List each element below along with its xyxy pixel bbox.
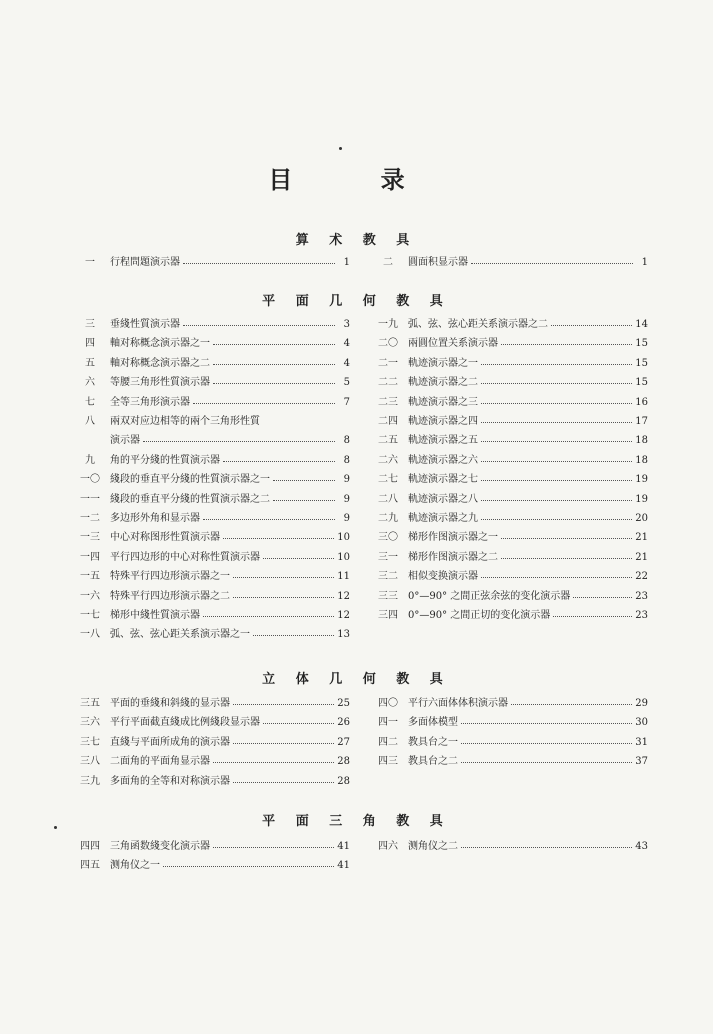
toc-entry-label: 軌迹演示器之三 bbox=[408, 396, 478, 408]
toc-entry bbox=[368, 714, 648, 732]
toc-entry bbox=[368, 734, 648, 752]
toc-dot-leader bbox=[481, 394, 632, 404]
toc-entry-label: 平行四边形的中心对称性質演示器 bbox=[110, 551, 260, 563]
toc-entry-page: 21 bbox=[635, 532, 648, 544]
toc-entry bbox=[70, 588, 350, 606]
toc-entry-label: 軌迹演示器之九 bbox=[408, 513, 478, 524]
toc-entry-number: 一六 bbox=[80, 590, 100, 602]
toc-entry-number: 二七 bbox=[378, 474, 398, 486]
toc-entry-number: 一〇 bbox=[80, 474, 100, 486]
toc-dot-leader bbox=[461, 753, 632, 763]
toc-entry-number: 二一 bbox=[378, 357, 398, 369]
toc-dot-leader bbox=[551, 316, 632, 326]
toc-entry-page: 9 bbox=[343, 474, 350, 486]
toc-entry-page: 15 bbox=[635, 377, 648, 389]
toc-entry-number: 三二 bbox=[378, 571, 398, 583]
toc-entry bbox=[368, 695, 648, 713]
toc-entry-label: 平行平面截直綫成比例綫段显示器 bbox=[110, 717, 260, 729]
toc-entry-number: 二三 bbox=[378, 396, 398, 408]
toc-dot-leader bbox=[461, 838, 632, 848]
toc-entry-number: 一五 bbox=[80, 571, 100, 583]
toc-entry-page: 14 bbox=[635, 319, 648, 330]
toc-entry-number: 一七 bbox=[80, 610, 100, 621]
toc-dot-leader bbox=[263, 549, 334, 559]
toc-entry-number: 三九 bbox=[80, 775, 100, 787]
toc-entry-label: 行程問題演示器 bbox=[110, 257, 180, 268]
toc-dot-leader bbox=[203, 510, 335, 520]
toc-dot-leader bbox=[501, 335, 632, 345]
toc-entry bbox=[70, 510, 350, 528]
toc-entry-number: 三 bbox=[85, 319, 95, 330]
toc-dot-leader bbox=[203, 607, 334, 617]
toc-entry-label: 教具台之一 bbox=[408, 736, 458, 748]
toc-entry-page: 11 bbox=[337, 571, 350, 583]
toc-entry-page: 1 bbox=[343, 257, 350, 268]
toc-dot-leader bbox=[233, 773, 334, 783]
toc-entry-number: 二五 bbox=[378, 435, 398, 447]
toc-entry bbox=[368, 394, 648, 412]
toc-entry bbox=[70, 695, 350, 713]
toc-entry-number: 一八 bbox=[80, 629, 100, 641]
toc-entry-number: 四二 bbox=[378, 736, 398, 748]
toc-entry-page: 18 bbox=[635, 454, 648, 466]
section-heading-solid-geometry: 立 体 几 何 教 具 bbox=[262, 672, 451, 687]
toc-entry bbox=[368, 607, 648, 625]
toc-dot-leader bbox=[183, 254, 335, 264]
toc-entry-page: 8 bbox=[343, 435, 350, 447]
toc-entry-number: 一四 bbox=[80, 551, 100, 563]
toc-entry-page: 16 bbox=[635, 396, 648, 408]
toc-dot-leader bbox=[213, 335, 335, 345]
toc-entry-label: 軌迹演示器之六 bbox=[408, 454, 478, 466]
toc-entry-number: 四一 bbox=[378, 717, 398, 729]
toc-entry-page: 10 bbox=[337, 532, 350, 544]
toc-dot-leader bbox=[213, 838, 334, 848]
toc-entry-label: 多面角的全等和对称演示器 bbox=[110, 775, 230, 787]
toc-entry bbox=[70, 857, 350, 875]
toc-entry bbox=[368, 838, 648, 856]
toc-dot-leader bbox=[481, 432, 632, 442]
toc-dot-leader bbox=[511, 695, 632, 705]
toc-entry-number: 一 bbox=[85, 257, 95, 268]
toc-entry bbox=[70, 432, 350, 450]
toc-entry-page: 21 bbox=[635, 551, 648, 563]
toc-entry-number: 二八 bbox=[378, 493, 398, 505]
toc-entry bbox=[368, 254, 648, 272]
toc-entry-number: 四五 bbox=[80, 860, 100, 872]
toc-entry-page: 31 bbox=[635, 736, 648, 748]
toc-entry-label: 弧、弦、弦心距关系演示器之一 bbox=[110, 629, 250, 641]
toc-entry-page: 1 bbox=[641, 257, 648, 268]
toc-entry-label: 演示器 bbox=[110, 435, 140, 447]
toc-dot-leader bbox=[573, 588, 632, 598]
toc-entry-number: 三六 bbox=[80, 717, 100, 729]
toc-entry-page: 25 bbox=[337, 698, 350, 709]
toc-entry-label: 軌迹演示器之八 bbox=[408, 493, 478, 505]
toc-entry-label: 梯形中綫性質演示器 bbox=[110, 610, 200, 621]
toc-entry-label: 兩双对应边相等的兩个三角形性質 bbox=[110, 416, 260, 427]
toc-entry-number: 一三 bbox=[80, 532, 100, 544]
toc-entry-number: 六 bbox=[85, 377, 95, 389]
toc-entry-number: 二六 bbox=[378, 454, 398, 466]
toc-dot-leader bbox=[213, 355, 335, 365]
toc-entry bbox=[70, 452, 350, 470]
toc-dot-leader bbox=[553, 607, 632, 617]
toc-entry-number: 二四 bbox=[378, 416, 398, 427]
toc-entry-page: 3 bbox=[343, 319, 350, 330]
toc-entry-label: 綫段的垂直平分綫的性質演示器之二 bbox=[110, 493, 270, 505]
toc-dot-leader bbox=[263, 714, 334, 724]
toc-dot-leader bbox=[183, 316, 335, 326]
toc-entry bbox=[368, 753, 648, 771]
toc-entry-page: 27 bbox=[337, 736, 350, 748]
toc-entry-label: 直綫与平面所成角的演示器 bbox=[110, 736, 230, 748]
toc-entry bbox=[70, 491, 350, 509]
toc-entry-page: 9 bbox=[343, 493, 350, 505]
toc-entry-number: 三〇 bbox=[378, 532, 398, 544]
toc-entry-page: 10 bbox=[337, 551, 350, 563]
toc-entry-page: 37 bbox=[635, 756, 648, 768]
toc-dot-leader bbox=[253, 626, 334, 636]
toc-entry bbox=[368, 568, 648, 586]
toc-entry-page: 13 bbox=[337, 629, 350, 641]
toc-entry-page: 12 bbox=[337, 590, 350, 602]
toc-entry-label: 弧、弦、弦心距关系演示器之二 bbox=[408, 319, 548, 330]
toc-dot-leader bbox=[481, 452, 632, 462]
toc-entry-label: 测角仪之一 bbox=[110, 860, 160, 872]
toc-dot-leader bbox=[481, 568, 632, 578]
toc-entry bbox=[368, 374, 648, 392]
toc-entry-label: 平行六面体体积演示器 bbox=[408, 698, 508, 709]
toc-entry-page: 26 bbox=[337, 717, 350, 729]
toc-entry-number: 七 bbox=[85, 396, 95, 408]
toc-dot-leader bbox=[233, 568, 334, 578]
toc-entry-page: 19 bbox=[635, 474, 648, 486]
toc-entry bbox=[70, 568, 350, 586]
toc-entry-page: 23 bbox=[635, 610, 648, 621]
toc-entry-number: 四六 bbox=[378, 841, 398, 852]
toc-entry-number: 二九 bbox=[378, 513, 398, 524]
toc-dot-leader bbox=[481, 471, 632, 481]
toc-entry bbox=[70, 734, 350, 752]
toc-entry-page: 17 bbox=[635, 416, 648, 427]
toc-entry bbox=[368, 588, 648, 606]
toc-entry-number: 一九 bbox=[378, 319, 398, 330]
toc-entry-number: 四四 bbox=[80, 841, 100, 852]
toc-entry bbox=[70, 838, 350, 856]
toc-dot-leader bbox=[471, 254, 633, 264]
toc-entry-number: 三七 bbox=[80, 736, 100, 748]
toc-entry-label: 多面体模型 bbox=[408, 717, 458, 729]
toc-dot-leader bbox=[461, 714, 632, 724]
toc-entry-number: 九 bbox=[85, 454, 95, 466]
section-heading-plane-geometry: 平 面 几 何 教 具 bbox=[262, 294, 451, 309]
toc-entry bbox=[368, 549, 648, 567]
toc-entry-number: 三五 bbox=[80, 698, 100, 709]
toc-dot-leader bbox=[143, 432, 335, 442]
toc-entry bbox=[70, 549, 350, 567]
toc-dot-leader bbox=[481, 355, 632, 365]
toc-dot-leader bbox=[273, 471, 335, 481]
toc-dot-leader bbox=[223, 529, 334, 539]
toc-entry-page: 12 bbox=[337, 610, 350, 621]
toc-entry-label: 軌迹演示器之二 bbox=[408, 377, 478, 389]
toc-entry-number: 八 bbox=[85, 416, 95, 427]
toc-entry-label: 教具台之二 bbox=[408, 756, 458, 768]
toc-entry-label: 角的平分綫的性質演示器 bbox=[110, 454, 220, 466]
toc-entry-number: 四 bbox=[85, 338, 95, 350]
toc-entry bbox=[70, 413, 350, 431]
toc-dot-leader bbox=[193, 394, 335, 404]
toc-dot-leader bbox=[501, 549, 632, 559]
toc-entry-label: 綫段的垂直平分綫的性質演示器之一 bbox=[110, 474, 270, 486]
toc-entry-label: 軸对称概念演示器之一 bbox=[110, 338, 210, 350]
toc-entry-label: 特殊平行四边形演示器之一 bbox=[110, 571, 230, 583]
toc-dot-leader bbox=[481, 510, 632, 520]
toc-entry-page: 5 bbox=[343, 377, 350, 389]
toc-entry-label: 0°—90° 之間正弦余弦的变化演示器 bbox=[408, 590, 571, 602]
toc-entry bbox=[368, 432, 648, 450]
toc-entry-page: 19 bbox=[635, 493, 648, 505]
toc-entry-label: 等腰三角形性質演示器 bbox=[110, 377, 210, 389]
toc-entry-label: 軌迹演示器之七 bbox=[408, 474, 478, 486]
toc-entry-number: 三一 bbox=[378, 551, 398, 563]
scan-speck bbox=[54, 826, 57, 829]
toc-dot-leader bbox=[233, 695, 334, 705]
toc-dot-leader bbox=[481, 374, 632, 384]
toc-entry bbox=[70, 254, 350, 272]
toc-entry-page: 28 bbox=[337, 756, 350, 768]
toc-entry-label: 全等三角形演示器 bbox=[110, 396, 190, 408]
toc-entry-label: 軌迹演示器之五 bbox=[408, 435, 478, 447]
toc-entry-label: 测角仪之二 bbox=[408, 841, 458, 852]
toc-entry-page: 43 bbox=[635, 841, 648, 852]
toc-dot-leader bbox=[273, 491, 335, 501]
toc-dot-leader bbox=[233, 734, 334, 744]
toc-entry bbox=[70, 626, 350, 644]
toc-entry-label: 中心对称图形性質演示器 bbox=[110, 532, 220, 544]
toc-entry-page: 7 bbox=[343, 396, 350, 408]
toc-entry bbox=[368, 471, 648, 489]
toc-entry-label: 多边形外角和显示器 bbox=[110, 513, 200, 524]
toc-entry-label: 圓面积显示器 bbox=[408, 257, 468, 268]
toc-entry-number: 二二 bbox=[378, 377, 398, 389]
toc-entry bbox=[368, 355, 648, 373]
toc-entry-page: 18 bbox=[635, 435, 648, 447]
toc-entry-label: 特殊平行四边形演示器之二 bbox=[110, 590, 230, 602]
toc-entry bbox=[368, 491, 648, 509]
toc-entry-label: 垂綫性質演示器 bbox=[110, 319, 180, 330]
toc-entry bbox=[70, 394, 350, 412]
toc-entry bbox=[368, 316, 648, 334]
toc-entry bbox=[70, 471, 350, 489]
toc-entry bbox=[368, 335, 648, 353]
toc-dot-leader bbox=[223, 452, 335, 462]
toc-entry-page: 4 bbox=[343, 338, 350, 350]
toc-entry bbox=[70, 714, 350, 732]
toc-entry-number: 五 bbox=[85, 357, 95, 369]
toc-entry bbox=[368, 510, 648, 528]
toc-entry-label: 相似变换演示器 bbox=[408, 571, 478, 583]
toc-entry-label: 軸对称概念演示器之二 bbox=[110, 357, 210, 369]
toc-entry-number: 一二 bbox=[80, 513, 100, 524]
toc-entry bbox=[368, 413, 648, 431]
toc-entry-page: 29 bbox=[635, 698, 648, 709]
toc-dot-leader bbox=[213, 753, 334, 763]
toc-entry bbox=[70, 753, 350, 771]
toc-entry-number: 三三 bbox=[378, 590, 398, 602]
toc-entry-page: 15 bbox=[635, 338, 648, 350]
toc-entry-number: 四〇 bbox=[378, 698, 398, 709]
toc-entry bbox=[70, 529, 350, 547]
toc-entry-number: 三八 bbox=[80, 756, 100, 768]
toc-entry-page: 30 bbox=[635, 717, 648, 729]
section-heading-arithmetic: 算 术 教 具 bbox=[295, 233, 418, 248]
toc-entry-page: 15 bbox=[635, 357, 648, 369]
toc-entry-label: 軌迹演示器之四 bbox=[408, 416, 478, 427]
page-title: 目 录 bbox=[268, 165, 445, 194]
toc-entry-label: 平面的垂綫和斜綫的显示器 bbox=[110, 698, 230, 709]
toc-entry-page: 41 bbox=[337, 860, 350, 872]
toc-entry-page: 9 bbox=[343, 513, 350, 524]
toc-entry bbox=[70, 316, 350, 334]
toc-dot-leader bbox=[163, 857, 334, 867]
toc-entry-page: 28 bbox=[337, 775, 350, 787]
toc-entry-page: 41 bbox=[337, 841, 350, 852]
toc-entry-number: 三四 bbox=[378, 610, 398, 621]
toc-dot-leader bbox=[501, 529, 632, 539]
toc-entry-label: 梯形作图演示器之二 bbox=[408, 551, 498, 563]
toc-entry-number: 四三 bbox=[378, 756, 398, 768]
scan-speck bbox=[339, 147, 342, 150]
toc-entry-page: 23 bbox=[635, 590, 648, 602]
toc-dot-leader bbox=[461, 734, 632, 744]
toc-entry-label: 兩圓位置关系演示器 bbox=[408, 338, 498, 350]
toc-entry-number: 二 bbox=[383, 257, 393, 268]
toc-dot-leader bbox=[481, 491, 632, 501]
toc-entry-label: 梯形作图演示器之一 bbox=[408, 532, 498, 544]
toc-dot-leader bbox=[213, 374, 335, 384]
toc-entry bbox=[368, 529, 648, 547]
toc-entry-label: 二面角的平面角显示器 bbox=[110, 756, 210, 768]
toc-entry-label: 三角函数綫变化演示器 bbox=[110, 841, 210, 852]
toc-entry-page: 20 bbox=[635, 513, 648, 524]
toc-entry bbox=[70, 335, 350, 353]
toc-entry bbox=[70, 374, 350, 392]
toc-entry bbox=[368, 452, 648, 470]
toc-entry-label: 0°—90° 之間正切的变化演示器 bbox=[408, 610, 551, 621]
toc-entry-label: 軌迹演示器之一 bbox=[408, 357, 478, 369]
toc-entry-page: 8 bbox=[343, 454, 350, 466]
section-heading-trigonometry: 平 面 三 角 教 具 bbox=[262, 814, 451, 829]
toc-entry-page: 4 bbox=[343, 357, 350, 369]
toc-entry bbox=[70, 773, 350, 791]
toc-entry bbox=[70, 355, 350, 373]
toc-entry-page: 22 bbox=[635, 571, 648, 583]
toc-dot-leader bbox=[233, 588, 334, 598]
toc-dot-leader bbox=[481, 413, 632, 423]
toc-entry-number: 二〇 bbox=[378, 338, 398, 350]
toc-entry bbox=[70, 607, 350, 625]
toc-entry-number: 一一 bbox=[80, 493, 100, 505]
